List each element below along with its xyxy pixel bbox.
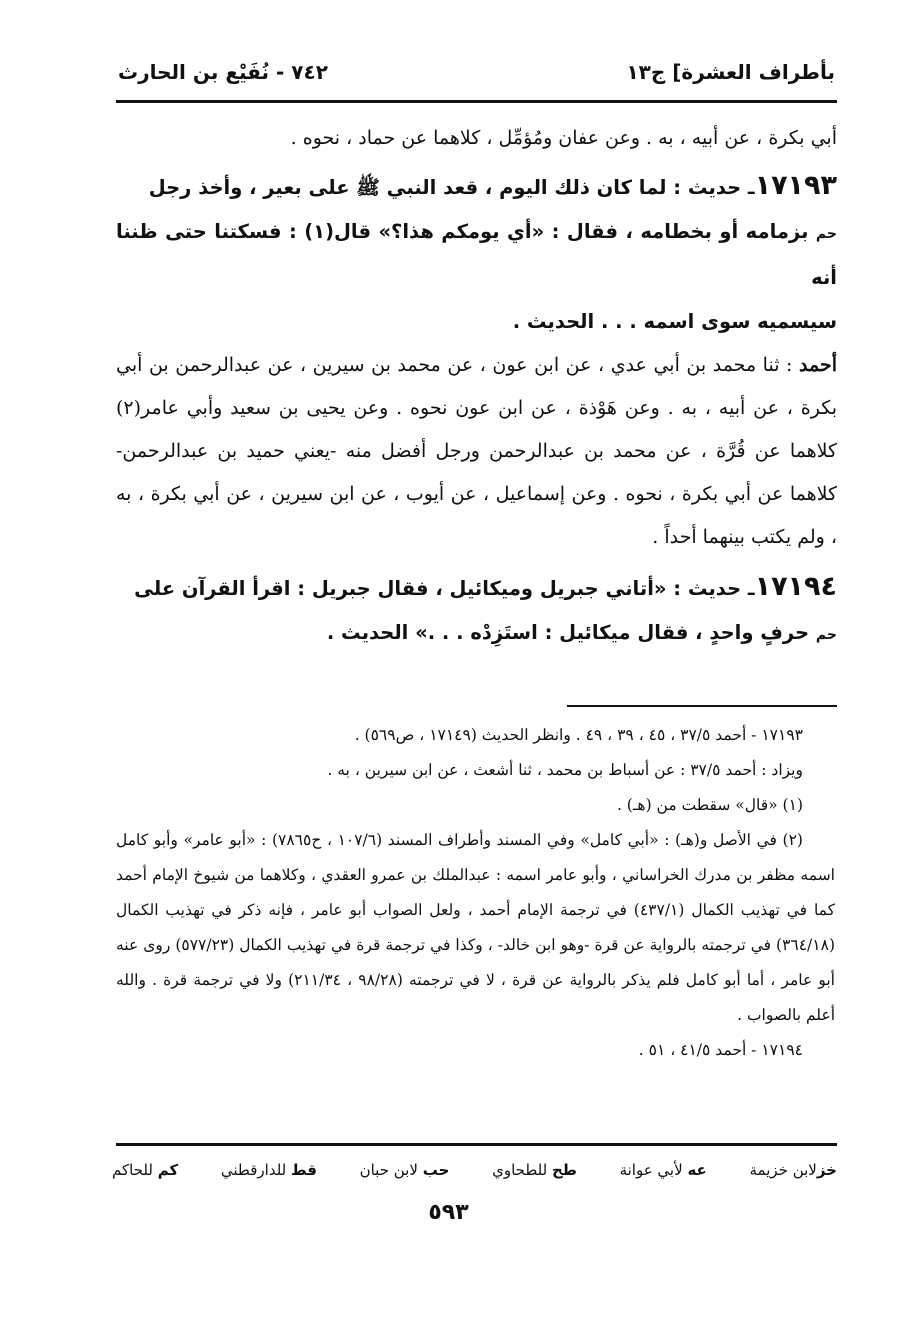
footnote: (٢) في الأصل و(هـ) : «أبي كامل» وفي المسند وأطراف المسند (١٠٧/٦ ، ح٧٨٦٥) : «أبو عامر» وأبو كامل اسمه مظفر بن مدرك الخراساني ، وأبو عامر اسمه : عبدالملك بن عمرو العقدي ، وكلاهما من شيوخ الإمام أحمد كما في تهذيب الكمال (٤٣٧/١) في ترجمة الإمام أحمد ، ولعل الصواب أبو عامر ، فإنه ذكر في تهذيب الكمال (٣٦٤/١٨) في ترجمته بالرواية عن قرة -وهو ابن خالد- ، وكذا في ترجمة قرة في تهذيب الكمال (٥٧٧/٢٣) روى عنه أبو عامر ، أما أبو كامل فلم يذكر بالرواية عن قرة ، لا في ترجمته (٩٨/٢٨ ، ٢١١/٣٤) ولا في ترجمة قرة . والله أعلم بالصواب . bbox=[116, 831, 836, 1024]
hadith-text: ـ حديث : «أتاني جبريل وميكائيل ، فقال جبريل : اقرأ القرآن على bbox=[134, 577, 755, 600]
header-rule bbox=[116, 100, 837, 103]
entry-title: ٧٤٢ - نُفَيْع بن الحارث bbox=[118, 60, 328, 84]
abbreviation-item: حب لابن حبان bbox=[359, 1161, 450, 1179]
hadith-number: ١٧١٩٣ bbox=[754, 170, 837, 201]
source-name: أحمد bbox=[799, 354, 837, 376]
abbreviation-item: كم للحاكم bbox=[112, 1161, 179, 1179]
reference-note: ١٧١٩٣ - أحمد ٣٧/٥ ، ٤٥ ، ٣٩ ، ٤٩ . وانظر الحديث (١٧١٤٩ ، ص٥٦٩) . bbox=[354, 726, 803, 744]
continuation-line: أبي بكرة ، عن أبيه ، به . وعن عفان ومُؤمِّل ، كلاهما عن حماد ، نحوه . bbox=[290, 127, 837, 149]
notes-section bbox=[116, 718, 835, 1068]
reference-note: ١٧١٩٤ - أحمد ٤١/٥ ، ٥١ . bbox=[638, 1041, 803, 1059]
hadith-17193 bbox=[116, 164, 837, 344]
notes-rule bbox=[567, 705, 837, 707]
book-title: بأطراف العشرة] ج١٣ bbox=[626, 60, 835, 84]
abbreviation-item: طح للطحاوي bbox=[492, 1161, 577, 1179]
isnad-paragraph bbox=[116, 344, 837, 559]
hadith-text-line: حرفٍ واحدٍ ، فقال ميكائيل : استَزِدْه . . .» الحديث . bbox=[326, 621, 810, 644]
hadith-17194 bbox=[116, 565, 837, 657]
source-symbol: حم bbox=[815, 226, 837, 242]
hadith-text-line: بزمامه أو بخطامه ، فقال : «أي يومكم هذا؟» قال(١) : فسكتنا حتى ظننا أنه bbox=[116, 220, 837, 289]
page-number: ٥٩٣ bbox=[428, 1200, 469, 1225]
reference-note: ويزاد : أحمد ٣٧/٥ : عن أسباط بن محمد ، ثنا أشعث ، عن ابن سيرين ، به . bbox=[327, 761, 803, 779]
footer-rule bbox=[116, 1143, 837, 1146]
abbreviation-key bbox=[112, 1152, 837, 1188]
abbreviation-item: عه لأبي عوانة bbox=[619, 1161, 707, 1179]
main-text bbox=[116, 118, 837, 657]
footnote: (١) «قال» سقطت من (هـ) . bbox=[616, 796, 803, 814]
hadith-text: ـ حديث : لما كان ذلك اليوم ، قعد النبي ﷺ على بعير ، وأخذ رجل bbox=[148, 176, 755, 199]
source-symbol: حم bbox=[815, 627, 837, 643]
abbreviation-item: قط للدارقطني bbox=[220, 1161, 317, 1179]
abbreviation-item: خزلابن خزيمة bbox=[749, 1161, 837, 1179]
hadith-number: ١٧١٩٤ bbox=[754, 571, 837, 602]
hadith-text-line: سيسميه سوى اسمه . . . الحديث . bbox=[512, 310, 837, 333]
running-header bbox=[118, 52, 835, 92]
isnad-text: : ثنا محمد بن أبي عدي ، عن ابن عون ، عن محمد بن سيرين ، عن عبدالرحمن بن أبي بكرة ، عن أبيه ، به . وعن هَوْذة ، عن ابن عون نحوه . وعن يحيى بن سعيد وأبي عامر(٢) كلاهما عن قُرَّة ، عن محمد بن عبدالرحمن ورجل أفضل منه -يعني حميد بن عبدالرحمن- كلاهما عن أبي بكرة ، نحوه . وعن إسماعيل ، عن أيوب ، عن ابن سيرين ، عن أبي بكرة ، به ، ولم يكتب بينهما أحداً . bbox=[116, 354, 837, 548]
